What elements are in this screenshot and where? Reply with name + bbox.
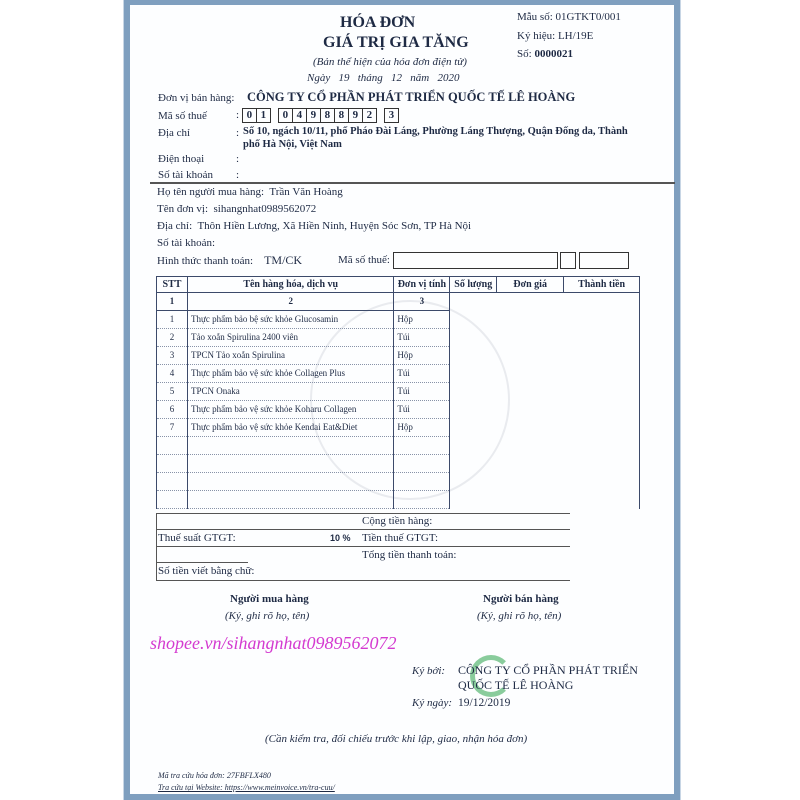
divider bbox=[156, 529, 570, 530]
symbol-line bbox=[517, 30, 593, 43]
seller-tax-label: Mã số thuế bbox=[158, 110, 207, 122]
seller-name: CÔNG TY CỔ PHẦN PHÁT TRIỂN QUỐC TẾ LÊ HOÀNG bbox=[247, 90, 576, 104]
colon: : bbox=[236, 153, 240, 165]
tax-digit: 3 bbox=[384, 108, 399, 123]
seller-label: Đơn vị bán hàng bbox=[158, 92, 232, 104]
tax-digit: 2 bbox=[362, 108, 377, 123]
cell-unit: Túi bbox=[394, 365, 450, 383]
cell-unit: Hộp bbox=[394, 347, 450, 365]
divider bbox=[156, 562, 248, 563]
cell-unit: Túi bbox=[394, 401, 450, 419]
lookup-website-link[interactable]: Tra cứu tại Website: https://www.meinvoice.vn/tra-cuu/ bbox=[158, 783, 335, 792]
tax-digit: 1 bbox=[256, 108, 271, 123]
form-label: Mẫu số: bbox=[517, 11, 553, 23]
invoice-number: 0000021 bbox=[534, 48, 573, 60]
divider bbox=[156, 513, 157, 581]
form-number-line bbox=[517, 11, 621, 24]
signed-by-2: QUỐC TẾ LÊ HOÀNG bbox=[458, 678, 574, 692]
cell-name: Thực phẩm bảo bệ sức khỏe Glucosamin bbox=[187, 311, 393, 329]
payment-label: Hình thức thanh toán: bbox=[157, 255, 254, 267]
tax-digit: 0 bbox=[278, 108, 293, 123]
cell-name: Tảo xoắn Spirulina 2400 viên bbox=[187, 329, 393, 347]
invoice-date: Ngày 19 tháng 12 năm 2020 bbox=[307, 72, 460, 84]
vat-rate-label: Thuế suất GTGT: bbox=[158, 532, 236, 544]
form-number: 01GTKT0/001 bbox=[555, 11, 621, 23]
watermark-text: shopee.vn/sihangnhat0989562072 bbox=[150, 633, 397, 653]
divider bbox=[156, 580, 570, 581]
cell-stt: 2 bbox=[157, 329, 188, 347]
col-header: Thành tiền bbox=[564, 277, 640, 293]
cell-unit: Túi bbox=[394, 329, 450, 347]
buyer-address-label: Địa chỉ: bbox=[157, 220, 193, 232]
col-header: Tên hàng hóa, dịch vụ bbox=[187, 277, 393, 293]
cell-unit: Hộp bbox=[394, 419, 450, 437]
lookup-code: Mã tra cứu hóa đơn: 27FBFLX480 bbox=[158, 771, 271, 780]
seller-signature-title: Người bán hàng bbox=[483, 593, 559, 605]
index-cell: 3 bbox=[394, 293, 450, 311]
seller-label-line: Đơn vị bán hàng: bbox=[158, 92, 235, 104]
tax-digit: 8 bbox=[320, 108, 335, 123]
cell-name: Thực phẩm bảo vệ sức khỏe Koharu Collagen bbox=[187, 401, 393, 419]
buyer-unit-line bbox=[157, 203, 316, 216]
items-table bbox=[156, 276, 640, 509]
buyer-address: Thôn Hiền Lương, Xã Hiền Ninh, Huyện Sóc Sơn, TP Hà Nội bbox=[197, 220, 472, 232]
cell-name: Thực phẩm bảo vệ sức khỏe Collagen Plus bbox=[187, 365, 393, 383]
empty-values-area bbox=[450, 293, 640, 509]
buyer-account-label: Số tài khoản: bbox=[157, 237, 216, 249]
seller-address-label: Địa chỉ bbox=[158, 127, 191, 139]
index-row bbox=[157, 293, 640, 311]
index-cell: 2 bbox=[187, 293, 393, 311]
payment-line bbox=[157, 254, 302, 268]
cell-stt: 7 bbox=[157, 419, 188, 437]
seller-account-label: Số tài khoản bbox=[158, 169, 213, 181]
invoice-note: (Bản thể hiện của hóa đơn điện tử) bbox=[313, 56, 467, 68]
col-header: STT bbox=[157, 277, 188, 293]
signed-by-1: CÔNG TY CỔ PHẦN PHÁT TRIỂN bbox=[458, 663, 638, 677]
seller-signature-note: (Ký, ghi rõ họ, tên) bbox=[477, 610, 562, 622]
buyer-tax-box bbox=[393, 252, 558, 269]
index-cell: 1 bbox=[157, 293, 188, 311]
cell-stt: 4 bbox=[157, 365, 188, 383]
seller-phone-label: Điện thoại bbox=[158, 153, 205, 165]
amount-in-words-label: Số tiền viết bằng chữ: bbox=[158, 565, 255, 577]
colon: : bbox=[236, 169, 240, 181]
signed-date: 19/12/2019 bbox=[458, 697, 511, 709]
divider bbox=[150, 182, 675, 184]
buyer-unit-label: Tên đơn vị: bbox=[157, 203, 209, 215]
buyer-tax-line bbox=[338, 252, 629, 269]
cell-name: Thực phẩm bảo vệ sức khỏe Kendai Eat&Diet bbox=[187, 419, 393, 437]
subtotal-label: Cộng tiền hàng: bbox=[362, 515, 433, 527]
tax-digit: 0 bbox=[242, 108, 257, 123]
tax-digit: 9 bbox=[348, 108, 363, 123]
buyer-name-line bbox=[157, 186, 343, 199]
total-label: Tổng tiền thanh toán: bbox=[362, 549, 457, 561]
vat-amount-label: Tiền thuế GTGT: bbox=[362, 532, 439, 544]
seller-address-2: phố Hà Nội, Việt Nam bbox=[243, 139, 342, 150]
tax-digit: 4 bbox=[292, 108, 307, 123]
number-label: Số: bbox=[517, 48, 532, 60]
signed-by-label: Ký bởi: bbox=[412, 665, 446, 677]
buyer-name: Trần Văn Hoàng bbox=[269, 186, 343, 198]
check-note: (Cần kiểm tra, đối chiếu trước khi lập, giao, nhận hóa đơn) bbox=[265, 733, 528, 745]
cell-unit: Hộp bbox=[394, 311, 450, 329]
buyer-address-line bbox=[157, 220, 471, 233]
cell-stt: 5 bbox=[157, 383, 188, 401]
cell-stt: 6 bbox=[157, 401, 188, 419]
divider bbox=[156, 546, 570, 547]
signed-date-label: Ký ngày: bbox=[412, 697, 453, 709]
seller-address-1: Số 10, ngách 10/11, phố Pháo Đài Láng, Phường Láng Thượng, Quận Đống da, Thành bbox=[243, 126, 628, 137]
invoice-title: HÓA ĐƠN bbox=[340, 14, 416, 31]
col-header: Số lượng bbox=[450, 277, 497, 293]
cell-stt: 1 bbox=[157, 311, 188, 329]
symbol-label: Ký hiệu: bbox=[517, 30, 556, 42]
cell-name: TPCN Tảo xoắn Spirulina bbox=[187, 347, 393, 365]
col-header: Đơn giá bbox=[497, 277, 564, 293]
buyer-tax-box bbox=[579, 252, 629, 269]
divider bbox=[156, 513, 570, 514]
cell-unit: Túi bbox=[394, 383, 450, 401]
buyer-signature-title: Người mua hàng bbox=[230, 593, 309, 605]
buyer-unit: sihangnhat0989562072 bbox=[213, 203, 317, 215]
tax-digit: 8 bbox=[334, 108, 349, 123]
seller-tax-code: : 0 1 0 4 9 8 8 9 2 3 bbox=[236, 108, 398, 123]
header-row bbox=[157, 277, 640, 293]
cell-name: TPCN Onaka bbox=[187, 383, 393, 401]
symbol-value: LH/19E bbox=[557, 30, 594, 42]
cell-stt: 3 bbox=[157, 347, 188, 365]
tax-digit: 9 bbox=[306, 108, 321, 123]
buyer-signature-note: (Ký, ghi rõ họ, tên) bbox=[225, 610, 310, 622]
number-line bbox=[517, 48, 573, 61]
buyer-tax-label: Mã số thuế: bbox=[338, 254, 390, 267]
buyer-tax-box bbox=[560, 252, 576, 269]
invoice-subtitle: GIÁ TRỊ GIA TĂNG bbox=[323, 34, 469, 51]
buyer-name-label: Họ tên người mua hàng: bbox=[157, 186, 265, 198]
payment-method: TM/CK bbox=[264, 253, 303, 267]
vat-rate: 10 % bbox=[330, 533, 351, 543]
col-header: Đơn vị tính bbox=[394, 277, 450, 293]
colon: : bbox=[236, 127, 240, 139]
